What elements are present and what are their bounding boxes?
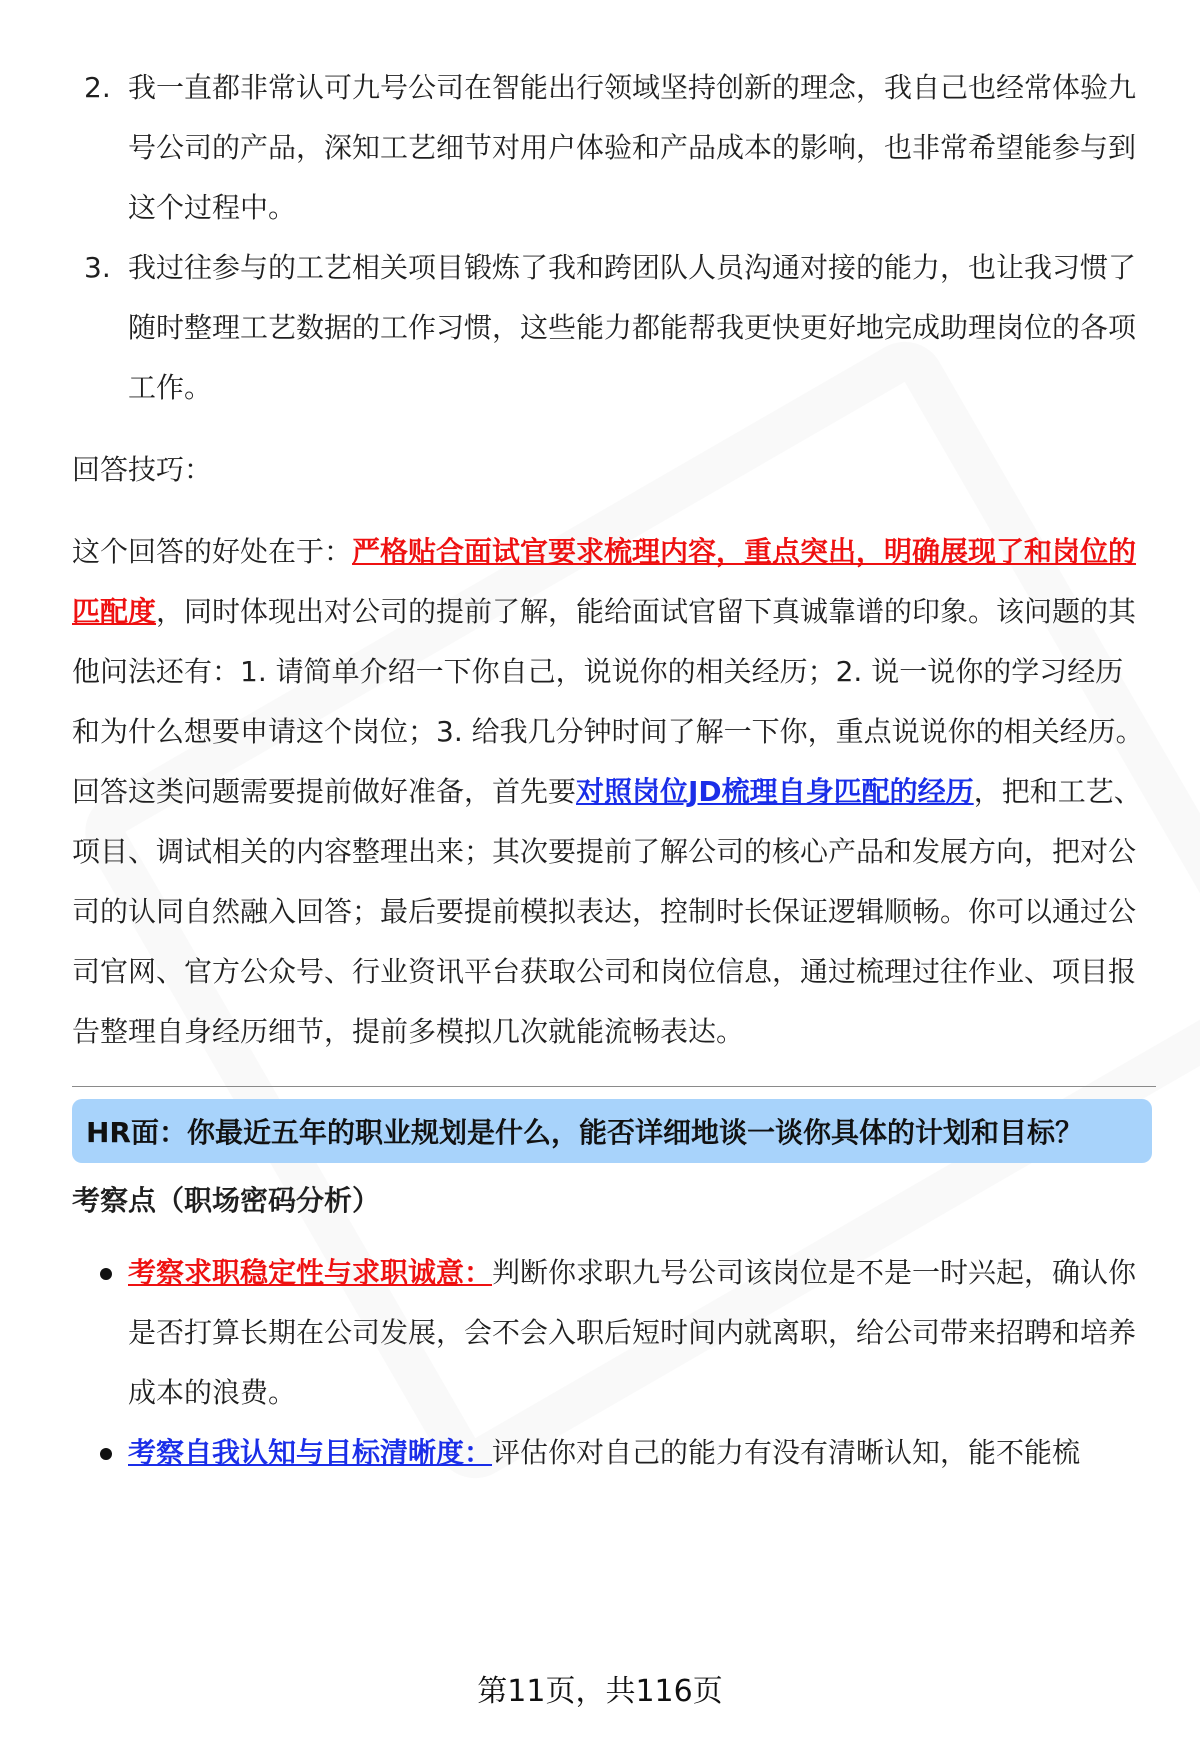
section-title: 考察点（职场密码分析） — [72, 1184, 381, 1217]
highlight-blue: 对照岗位JD梳理自身匹配的经历 — [576, 775, 974, 808]
list-text: 我一直都非常认可九号公司在智能出行领域坚持创新的理念，我自己也经常体验九号公司的产品，深知工艺细节对用户体验和产品成本的影响，也非常希望能参与到这个过程中。 — [128, 71, 1137, 224]
page-footer: 第11页，共116页 — [477, 1674, 723, 1709]
bullet-text: 评估你对自己的能力有没有清晰认知，能不能梳 — [492, 1436, 1081, 1469]
section-divider — [72, 1086, 1156, 1087]
list-text: 我过往参与的工艺相关项目锻炼了我和跨团队人员沟通对接的能力，也让我习惯了随时整理工艺数据的工作习惯，这些能力都能帮我更快更好地完成助理岗位的各项工作。 — [128, 251, 1137, 404]
list-item — [72, 238, 1150, 418]
paragraph-answer-benefit — [72, 522, 1150, 762]
tips-label: 回答技巧： — [72, 453, 213, 486]
list-number: 3. — [84, 251, 111, 284]
numbered-list — [72, 58, 1150, 418]
para-text: ，同时体现出对公司的提前了解，能给面试官留下真诚靠谱的印象。该问题的其他问法还有：1. 请简单介绍一下你自己，说说你的相关经历；2. 说一说你的学习经历和为什么想要申请这个岗位；3. 给我几分钟时间了解一下你，重点说说你的相关经历。 — [72, 595, 1144, 748]
bullet-list — [72, 1243, 1150, 1483]
bullet-dot-icon — [100, 1448, 112, 1460]
para-text: 这个回答的好处在于： — [72, 535, 353, 568]
para-text: 回答这类问题需要提前做好准备，首先要 — [72, 775, 577, 808]
list-item — [72, 58, 1150, 238]
list-item — [72, 1243, 1150, 1423]
bullet-text: 判断你求职九号公司该岗位是不是一时兴起，确认你是否打算长期在公司发展，会不会入职后短时间内就离职，给公司带来招聘和培养成本的浪费。 — [128, 1256, 1137, 1409]
question-box — [72, 1099, 1152, 1163]
bullet-dot-icon — [100, 1268, 112, 1280]
bullet-label: 考察求职稳定性与求职诚意： — [128, 1256, 493, 1289]
para-text: ，把和工艺、项目、调试相关的内容整理出来；其次要提前了解公司的核心产品和发展方向，把对公司的认同自然融入回答；最后要提前模拟表达，控制时长保证逻辑顺畅。你可以通过公司官网、官方公众号、行业资讯平台获取公司和岗位信息，通过梳理过往作业、项目报告整理自身经历细节，提前多模拟几次就能流畅表达。 — [72, 775, 1142, 1048]
document-page — [72, 58, 1150, 1483]
list-item — [72, 1423, 1150, 1483]
highlight-red: 严格贴合面试官要求梳理内容，重点突出，明确展现了和岗位的匹配度 — [72, 535, 1137, 628]
list-number: 2. — [84, 71, 111, 104]
bullet-label: 考察自我认知与目标清晰度： — [128, 1436, 493, 1469]
paragraph-preparation — [72, 762, 1150, 1062]
question-text: HR面：你最近五年的职业规划是什么，能否详细地谈一谈你具体的计划和目标？ — [86, 1116, 1083, 1149]
